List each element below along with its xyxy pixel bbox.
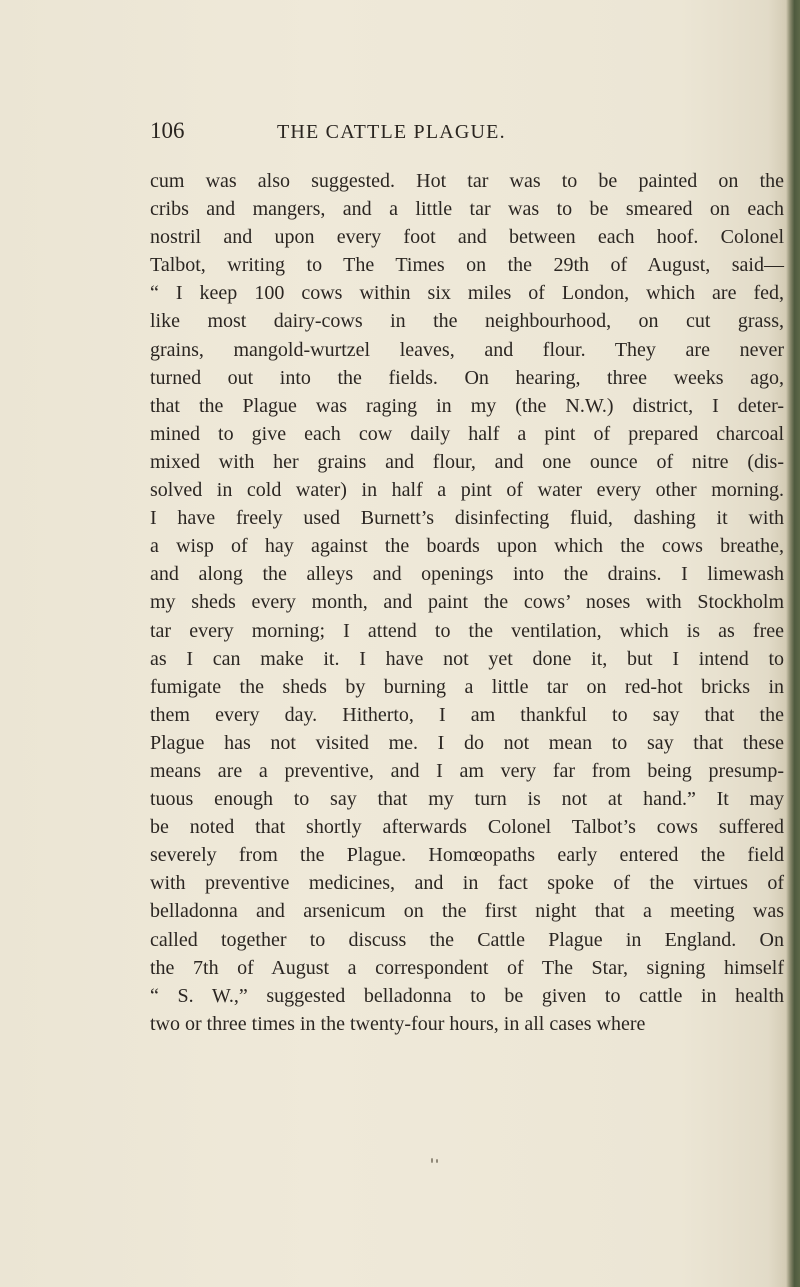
text-line: as I can make it. I have not yet done it, but I intend to [150, 647, 784, 670]
text-line: solved in cold water) in half a pint of water every other morning. [150, 479, 784, 502]
page-edge [786, 0, 800, 1287]
text-line: with preventive medicines, and in fact spoke of the virtues of [150, 872, 784, 895]
text-line: Plague has not visited me. I do not mean to say that these [150, 731, 784, 754]
text-line: I have freely used Burnett’s disinfecting fluid, dashing it with [150, 507, 784, 530]
text-line: them every day. Hitherto, I am thankful to say that the [150, 703, 784, 726]
text-line: tar every morning; I attend to the ventilation, which is as free [150, 619, 784, 642]
speck [431, 1158, 433, 1163]
text-line: fumigate the sheds by burning a little tar on red-hot bricks in [150, 675, 784, 698]
text-line: be noted that shortly afterwards Colonel Talbot’s cows suffered [150, 816, 784, 839]
text-line: like most dairy-cows in the neighbourhood, on cut grass, [150, 310, 784, 333]
running-head: THE CATTLE PLAGUE. [277, 121, 506, 143]
text-line: two or three times in the twenty-four hours, in all cases where [150, 1012, 646, 1035]
text-line: nostril and upon every foot and between each hoof. Colonel [150, 226, 784, 249]
text-line: means are a preventive, and I am very far from being presump- [150, 759, 784, 782]
text-line: mixed with her grains and flour, and one ounce of nitre (dis- [150, 450, 784, 473]
speck [436, 1159, 438, 1163]
text-line: that the Plague was raging in my (the N.W.) district, I deter- [150, 394, 784, 417]
text-line: grains, mangold-wurtzel leaves, and flour. They are never [150, 338, 784, 361]
text-line: belladonna and arsenicum on the first night that a meeting was [150, 900, 784, 923]
text-line: cribs and mangers, and a little tar was to be smeared on each [150, 198, 784, 221]
printing-specks [428, 1156, 448, 1170]
text-line: the 7th of August a correspondent of The Star, signing himself [150, 956, 784, 979]
text-line: tuous enough to say that my turn is not at hand.” It may [150, 788, 784, 811]
text-line: turned out into the fields. On hearing, three weeks ago, [150, 366, 784, 389]
text-line: called together to discuss the Cattle Plague in England. On [150, 928, 784, 951]
text-line: “ I keep 100 cows within six miles of London, which are fed, [150, 282, 784, 305]
text-line: mined to give each cow daily half a pint of prepared charcoal [150, 422, 784, 445]
text-line: a wisp of hay against the boards upon which the cows breathe, [150, 535, 784, 558]
page-number: 106 [150, 118, 185, 143]
body-text [150, 167, 784, 1038]
text-line: severely from the Plague. Homœopaths early entered the field [150, 844, 784, 867]
text-line: my sheds every month, and paint the cows’ noses with Stockholm [150, 591, 784, 614]
text-line: “ S. W.,” suggested belladonna to be given to cattle in health [150, 984, 784, 1007]
text-line: cum was also suggested. Hot tar was to be painted on the [150, 170, 784, 192]
text-line: Talbot, writing to The Times on the 29th of August, said— [150, 254, 784, 277]
page-header [0, 118, 800, 152]
text-line: and along the alleys and openings into the drains. I limewash [150, 563, 784, 586]
